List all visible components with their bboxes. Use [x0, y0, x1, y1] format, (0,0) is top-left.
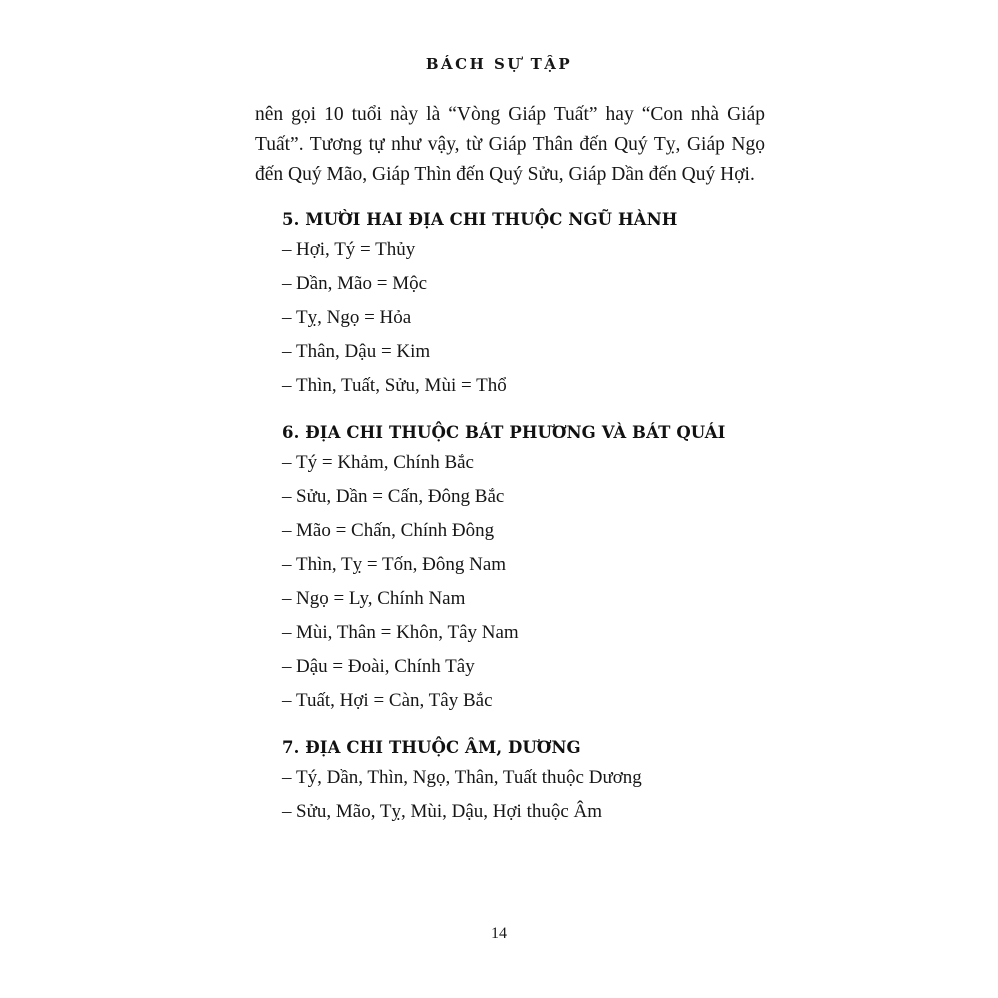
section-title: 5. MƯỜI HAI ĐỊA CHI THUỘC NGŨ HÀNH [282, 210, 678, 229]
list-item-text: Thìn, Tuất, Sửu, Mùi = Thổ [296, 375, 507, 396]
dash-marker: – [282, 341, 292, 362]
list-item [255, 233, 765, 267]
list-item-text: Mão = Chấn, Chính Đông [296, 520, 495, 541]
list-item [255, 761, 765, 795]
list-item-text: Mùi, Thân = Khôn, Tây Nam [296, 622, 519, 643]
list-item [255, 795, 765, 829]
dash-marker: – [282, 622, 292, 643]
section-title: 7. ĐỊA CHI THUỘC ÂM, DƯƠNG [282, 738, 581, 757]
list-item [255, 582, 765, 616]
dash-marker: – [282, 486, 292, 507]
list-item-text: Sửu, Dần = Cấn, Đông Bắc [296, 486, 505, 507]
list-item [255, 301, 765, 335]
running-head: BÁCH SỰ TẬP [425, 55, 573, 73]
list-item-text: Thân, Dậu = Kim [296, 341, 431, 362]
list-item-text: Thìn, Tỵ = Tốn, Đông Nam [296, 554, 507, 575]
section-title: 6. ĐỊA CHI THUỘC BÁT PHƯƠNG VÀ BÁT QUÁI [282, 423, 726, 442]
intro-paragraph: nên gọi 10 tuổi này là “Vòng Giáp Tuất” hay “Con nhà Giáp Tuất”. Tương tự như vậy, từ Giáp Thân đến Quý Tỵ, Giáp Ngọ đến Quý Mão, Giáp Thìn đến Quý Sửu, Giáp Dần đến Quý Hợi. [255, 104, 765, 185]
dash-marker: – [282, 307, 292, 328]
dash-marker: – [282, 767, 292, 788]
list-item [255, 650, 765, 684]
list-item-text: Tý, Dần, Thìn, Ngọ, Thân, Tuất thuộc Dương [296, 767, 642, 788]
section-5 [255, 210, 765, 403]
list-item-text: Hợi, Tý = Thủy [296, 239, 416, 260]
list-item [255, 480, 765, 514]
dash-marker: – [282, 656, 292, 677]
section-6 [255, 423, 765, 718]
dash-marker: – [282, 554, 292, 575]
dash-marker: – [282, 690, 292, 711]
dash-marker: – [282, 375, 292, 396]
list-item [255, 446, 765, 480]
dash-marker: – [282, 239, 292, 260]
section-7 [255, 738, 765, 829]
list-item [255, 684, 765, 718]
list-item-text: Ngọ = Ly, Chính Nam [296, 588, 466, 609]
list-item [255, 616, 765, 650]
list-item [255, 548, 765, 582]
list-item-text: Dần, Mão = Mộc [296, 273, 428, 294]
dash-marker: – [282, 520, 292, 541]
dash-marker: – [282, 588, 292, 609]
list-item-text: Tỵ, Ngọ = Hỏa [296, 307, 412, 328]
list-item-text: Dậu = Đoài, Chính Tây [296, 656, 475, 677]
list-item-text: Tý = Khảm, Chính Bắc [296, 452, 474, 473]
dash-marker: – [282, 452, 292, 473]
list-item-text: Tuất, Hợi = Càn, Tây Bắc [296, 690, 493, 711]
list-item [255, 267, 765, 301]
dash-marker: – [282, 273, 292, 294]
list-item [255, 514, 765, 548]
list-item-text: Sửu, Mão, Tỵ, Mùi, Dậu, Hợi thuộc Âm [296, 801, 603, 822]
list-item [255, 369, 765, 403]
list-item [255, 335, 765, 369]
page-number: 14 [491, 925, 507, 942]
dash-marker: – [282, 801, 292, 822]
page-content [255, 100, 765, 829]
